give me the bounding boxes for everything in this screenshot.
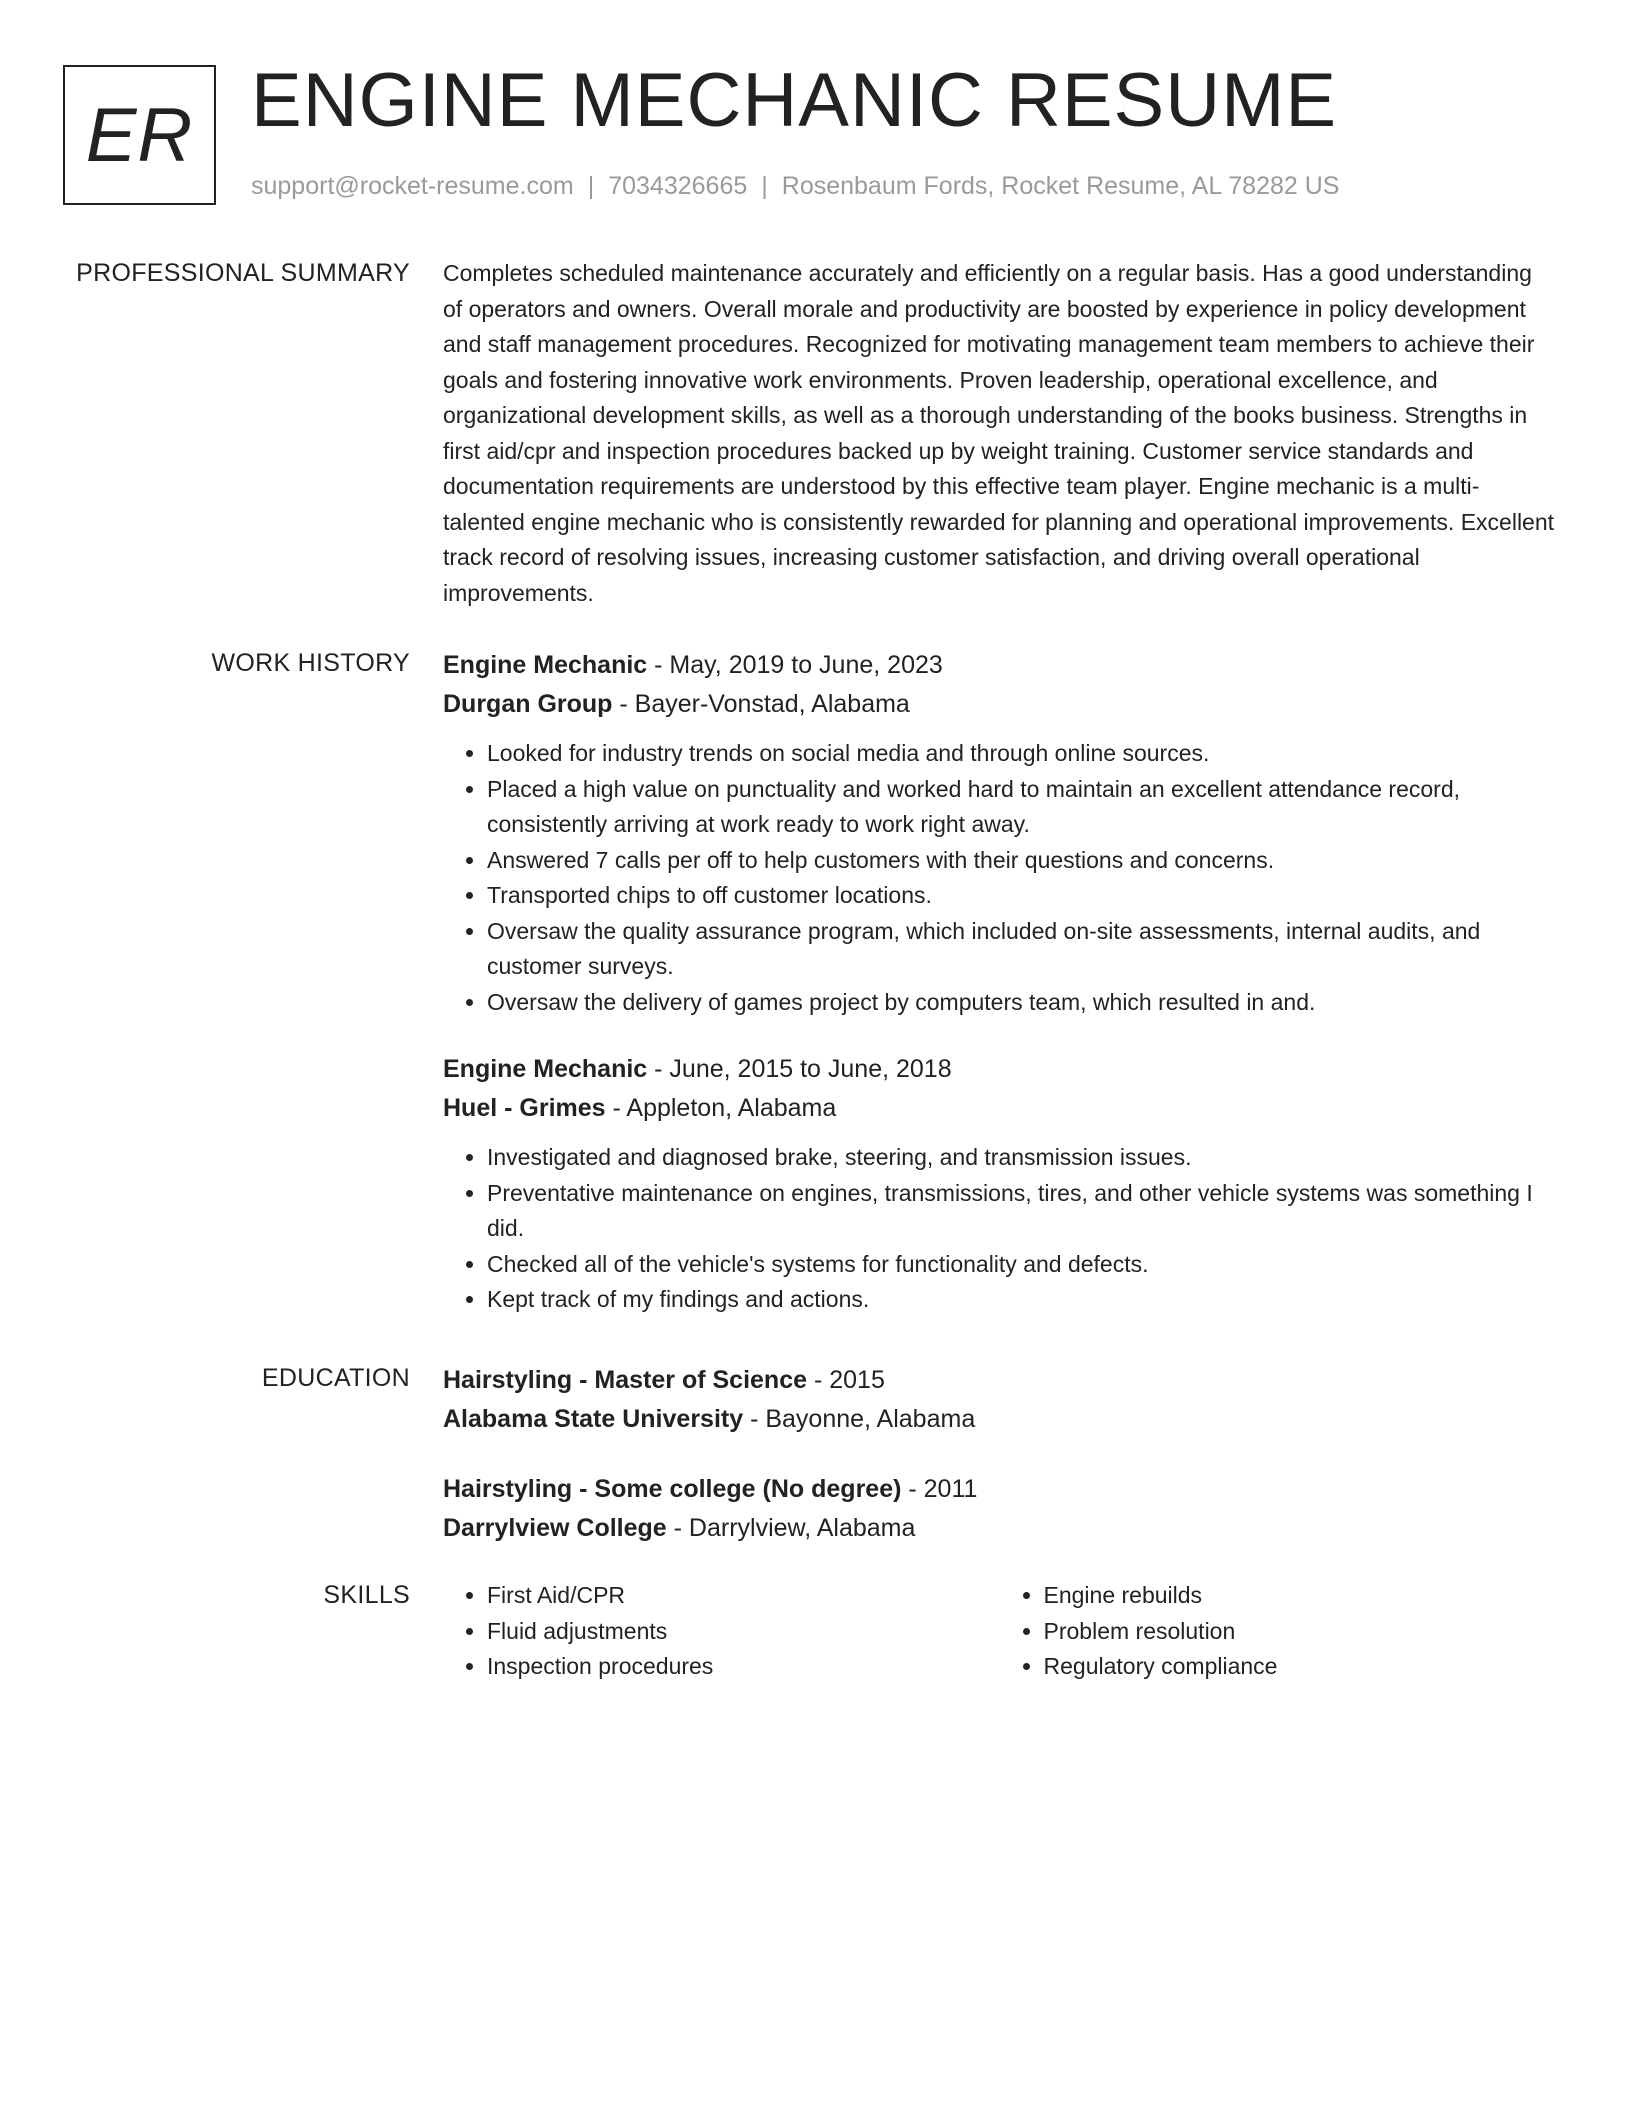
job-bullet: • Answered 7 calls per off to help customers with their questions and concerns.	[487, 843, 1556, 879]
job-bullet: • Oversaw the delivery of games project by computers team, which resulted in and.	[487, 985, 1556, 1021]
job-company: Huel - Grimes	[443, 1094, 606, 1122]
section-label-work-history: WORK HISTORY	[211, 649, 410, 677]
school-location: - Darrylview, Alabama	[666, 1514, 916, 1542]
job-bullet: • Investigated and diagnosed brake, steering, and transmission issues.	[487, 1140, 1556, 1176]
section-label-education: EDUCATION	[261, 1364, 410, 1392]
school: Alabama State University	[443, 1405, 744, 1433]
job-title: Engine Mechanic	[443, 1055, 648, 1083]
summary-text: Completes scheduled maintenance accurately and efficiently on a regular basis. Has a good understanding of operators and owners. Overall morale and productivity are boosted by experience in policy development and staff management procedures. Recognized for motivating management team members to achieve their goals and fostering innovative work environments. Proven leadership, operational excellence, and organizational development skills, as well as a thorough understanding of the books business. Strengths in first aid/cpr and inspection procedures backed up by weight training. Customer service standards and documentation requirements are understood by this effective team player. Engine mechanic is a multi-talented engine mechanic who is consistently rewarded for planning and operational improvements. Excellent track record of resolving issues, increasing customer satisfaction, and driving overall operational improvements.	[443, 260, 1555, 606]
job-bullet: • Transported chips to off customer locations.	[487, 878, 1556, 914]
skill-item: • Fluid adjustments	[487, 1614, 1000, 1650]
job-bullets	[443, 1140, 1556, 1318]
job-bullet: • Looked for industry trends on social media and through online sources.	[487, 736, 1556, 772]
skills-column-1	[443, 1578, 1000, 1685]
resume-title: ENGINE MECHANIC RESUME	[251, 58, 1338, 143]
job-bullet: • Oversaw the quality assurance program, which included on-site assessments, internal audits, and customer surveys.	[487, 914, 1556, 985]
monogram-logo: ER	[63, 65, 216, 205]
contact-phone: 7034326665	[608, 172, 748, 200]
school-line	[443, 1509, 1556, 1548]
contact-address: Rosenbaum Fords, Rocket Resume, AL 78282 US	[781, 172, 1340, 200]
contact-separator: |	[761, 172, 768, 200]
job-company: Durgan Group	[443, 690, 613, 718]
degree-line	[443, 1361, 1556, 1400]
job-dates: - May, 2019 to June, 2023	[647, 651, 943, 679]
skills-body	[443, 1578, 1556, 1685]
contact-email: support@rocket-resume.com	[251, 172, 574, 200]
job-bullets	[443, 736, 1556, 1020]
job-bullet: • Placed a high value on punctuality and worked hard to maintain an excellent attendance record, consistently arriving at work ready to work right away.	[487, 772, 1556, 843]
work-history-body	[443, 646, 1556, 1318]
skill-item: • Inspection procedures	[487, 1649, 1000, 1685]
degree-year: - 2011	[901, 1475, 978, 1503]
section-label-summary: PROFESSIONAL SUMMARY	[76, 259, 410, 287]
job-entry	[443, 646, 1556, 1020]
school: Darrylview College	[443, 1514, 667, 1542]
skills-grid	[443, 1578, 1556, 1685]
skills-column-2	[1000, 1578, 1557, 1685]
degree-line	[443, 1470, 1556, 1509]
contact-separator: |	[587, 172, 595, 200]
job-bullet: • Kept track of my findings and actions.	[487, 1282, 1556, 1318]
education-body	[443, 1361, 1556, 1548]
job-bullet: • Checked all of the vehicle's systems for functionality and defects.	[487, 1247, 1556, 1283]
education-entry	[443, 1361, 1556, 1439]
job-company-line	[443, 685, 1556, 724]
summary-body	[443, 256, 1556, 611]
job-location: - Appleton, Alabama	[605, 1094, 837, 1122]
school-line	[443, 1400, 1556, 1439]
skill-item: • Regulatory compliance	[1044, 1649, 1557, 1685]
degree: Hairstyling - Master of Science	[443, 1366, 808, 1394]
job-company-line	[443, 1089, 1556, 1128]
skill-item: • Problem resolution	[1044, 1614, 1557, 1650]
job-title: Engine Mechanic	[443, 651, 648, 679]
job-entry	[443, 1050, 1556, 1318]
job-dates: - June, 2015 to June, 2018	[647, 1055, 952, 1083]
degree: Hairstyling - Some college (No degree)	[443, 1475, 902, 1503]
school-location: - Bayonne, Alabama	[743, 1405, 976, 1433]
job-bullet: • Preventative maintenance on engines, transmissions, tires, and other vehicle systems was something I did.	[487, 1176, 1556, 1247]
section-label-skills: SKILLS	[323, 1581, 410, 1609]
skill-item: • First Aid/CPR	[487, 1578, 1000, 1614]
job-title-line	[443, 646, 1556, 685]
job-location: - Bayer-Vonstad, Alabama	[612, 690, 910, 718]
education-entry	[443, 1470, 1556, 1548]
contact-line	[251, 172, 1339, 201]
degree-year: - 2015	[807, 1366, 885, 1394]
job-title-line	[443, 1050, 1556, 1089]
skill-item: • Engine rebuilds	[1044, 1578, 1557, 1614]
